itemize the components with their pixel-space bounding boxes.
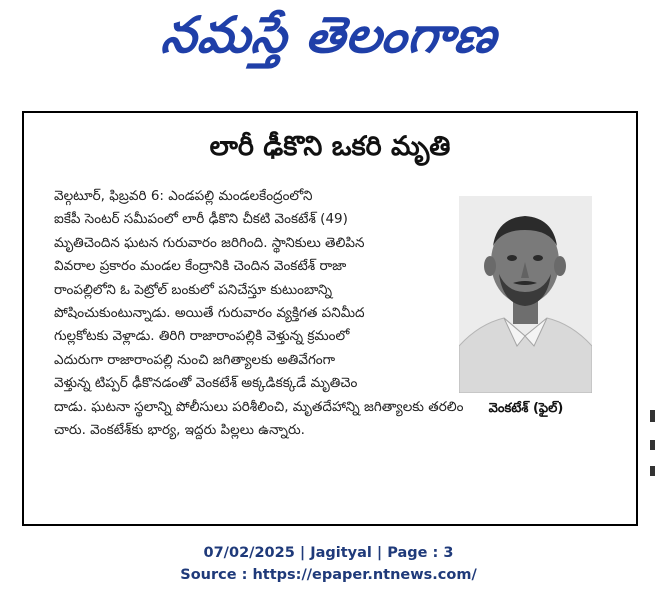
article-headline: లారీ ఢీకొని ఒకరి మృతి bbox=[209, 131, 451, 162]
article-line: చారు. వెంకటేశ్‌కు భార్య, ఇద్దరు పిల్లలు ఉన్నారు. bbox=[54, 421, 305, 438]
source-footer bbox=[0, 542, 657, 586]
person-photo bbox=[459, 196, 592, 393]
article-line: వివరాల ప్రకారం మండల కేంద్రానికి చెందిన వెంకటేశ్ రాజా bbox=[54, 258, 347, 275]
edge-mark bbox=[650, 466, 655, 476]
person-portrait-icon bbox=[459, 196, 592, 393]
edge-mark bbox=[650, 440, 655, 450]
footer-source-link[interactable]: Source : https://epaper.ntnews.com/ bbox=[180, 567, 477, 583]
article-line: ఎదురుగా రాజారాంపల్లి నుంచి జగిత్యాలకు అతివేగంగా bbox=[54, 351, 336, 368]
article-line: మృతిచెందిన ఘటన గురువారం జరిగింది. స్థానికులు తెలిపిన bbox=[54, 234, 365, 251]
article-line: దాడు. ఘటనా స్థలాన్ని పోలీసులు పరిశీలించి, మృతదేహాన్ని జగిత్యాలకు తరలిం bbox=[54, 398, 464, 415]
masthead-logo-text: నమస్తే తెలంగాణ bbox=[158, 5, 501, 64]
article-line: వెళ్తున్న టిప్పర్ ఢీకొనడంతో వెంకటేశ్ అక్కడికక్కడే మృతిచెం bbox=[54, 375, 358, 392]
edge-mark bbox=[650, 410, 655, 422]
photo-caption: వెంకటేశ్ (ఫైల్) bbox=[488, 401, 564, 416]
article-line: వెల్గటూర్, ఫిబ్రవరి 6: ఎండపల్లి మండలకేంద్రంలోని bbox=[54, 188, 313, 204]
article-line: పోషించుకుంటున్నాడు. అయితే గురువారం వ్యక్తిగత పనిమీద bbox=[54, 304, 365, 321]
article-clipping bbox=[22, 111, 638, 526]
masthead bbox=[0, 0, 657, 82]
article-line: ఐకేపీ సెంటర్ సమీపంలో లారీ ఢీకొని చీకటి వెంకటేశ్ (49) bbox=[54, 211, 348, 228]
article-line: గుల్లకోటకు వెళ్లాడు. తిరిగి రాజారాంపల్లికి వెళ్తున్న క్రమంలో bbox=[54, 328, 350, 345]
footer-date-page: 07/02/2025 | Jagityal | Page : 3 bbox=[203, 545, 454, 561]
article-line: రాంపల్లిలోని ఓ పెట్రోల్ బంకులో పనిచేస్తూ కుటుంబాన్ని bbox=[54, 281, 333, 298]
